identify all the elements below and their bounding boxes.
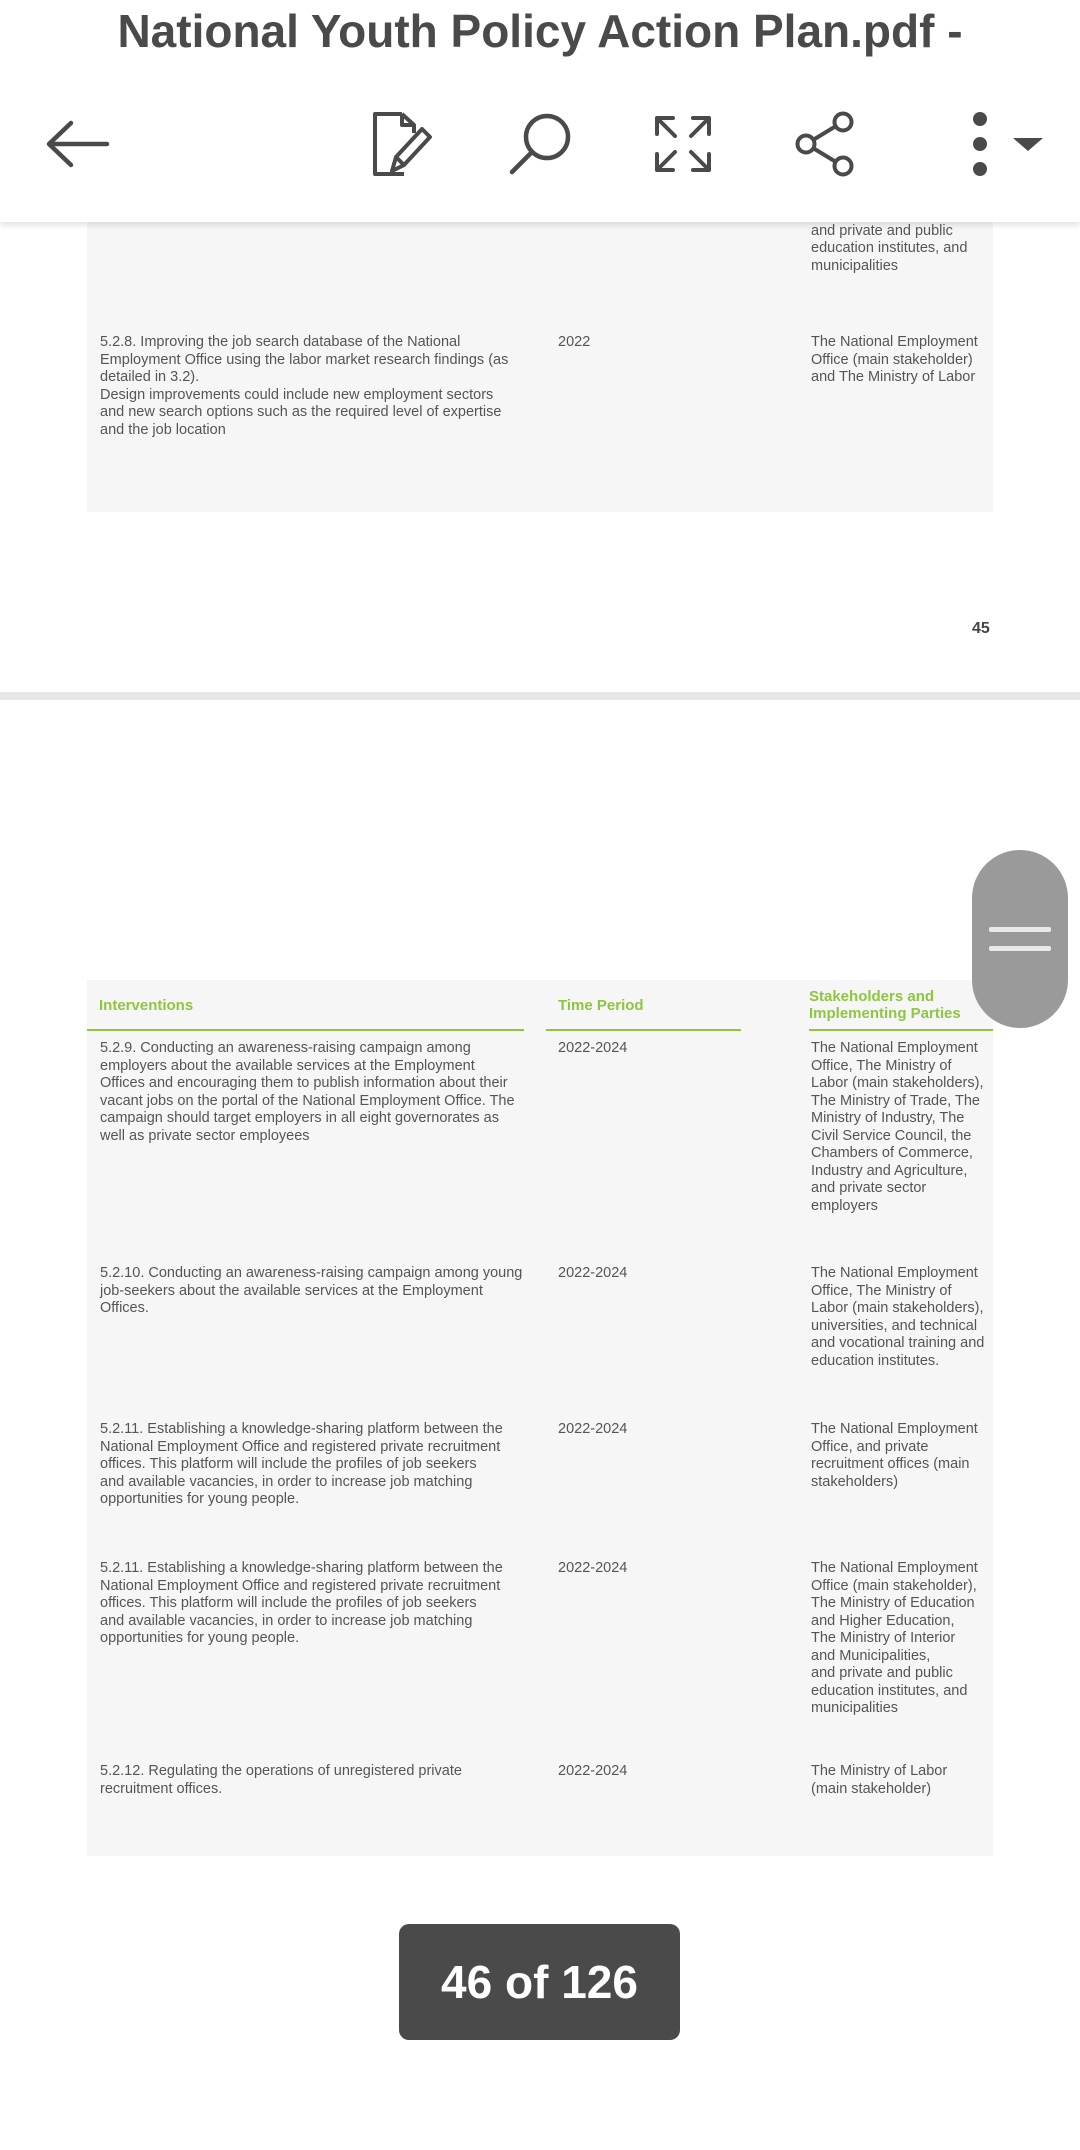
table-cell-stakeholders: The National Employment Office, and private recruitment offices (main stakeholders) [811,1421,978,1490]
page-46-table [87,980,993,1856]
page-45-table [87,222,993,512]
search-button[interactable] [492,108,588,180]
table-cell-time-period: 2022-2024 [558,1763,628,1779]
table-cell-time-period: 2022-2024 [558,1265,628,1281]
fast-scroll-handle[interactable] [972,850,1068,1028]
back-button[interactable] [28,108,124,180]
page-separator [0,692,1080,700]
table-cell-stakeholders: The National Employment Office (main stakeholder) and The Ministry of Labor [811,334,978,385]
table-cell-intervention: 5.2.9. Conducting an awareness-raising campaign among employers about the available services at the Employment Offices and encouraging them to publish information about their vacant jobs on the portal of the National Employment Office. The campaign should target employers in all eight governorates as well as private sector employees [100,1040,515,1144]
page-indicator: 46 of 126 [399,1924,680,2040]
header-underline [546,1029,741,1031]
table-cell-stakeholders: The Ministry of Labor (main stakeholder) [811,1763,948,1797]
table-cell-time-period: 2022-2024 [558,1421,628,1437]
table-cell-intervention: 5.2.11. Establishing a knowledge-sharing platform between the National Employment Office and registered private recruitment offices. This platform will include the profiles of job seekers and available vacancies, in order to increase job matching opportunities for young people. [100,1560,503,1646]
more-options-icon [960,111,1050,177]
fullscreen-button[interactable] [635,108,731,180]
app-bar [0,0,1080,222]
table-cell-intervention: 5.2.8. Improving the job search database of the National Employment Office using the labor market research findings (as detailed in 3.2). Design improvements could include new employment sectors and new search options such as the required level of expertise and the job location [100,334,509,438]
table-cell-intervention: 5.2.11. Establishing a knowledge-sharing platform between the National Employment Office and registered private recruitment offices. This platform will include the profiles of job seekers and available vacancies, in order to increase job matching opportunities for young people. [100,1421,503,1507]
pdf-page-45 [0,222,1080,692]
search-icon [507,111,573,177]
fullscreen-icon [653,114,713,174]
table-cell-stakeholders: The National Employment Office (main stakeholder), The Ministry of Education and Higher Education, The Ministry of Interior and Municipalities, and private and public education institutes, and municipalities [811,1560,978,1716]
table-cell-stakeholders: The National Employment Office, The Ministry of Labor (main stakeholders), The Ministry of Trade, The Ministry of Industry, The Civil Service Council, the Chambers of Commerce, Industry and Agriculture, and private sector employers [811,1040,984,1214]
share-icon [793,111,859,177]
table-cell-time-period: 2022-2024 [558,1560,628,1576]
page-number: 45 [972,620,990,637]
document-title: National Youth Policy Action Plan.pdf - [117,5,963,57]
table-cell-stakeholders: The National Employment Office, The Ministry of Labor (main stakeholders), universities, and technical and vocational training and education institutes. [811,1265,985,1369]
column-header-interventions: Interventions [99,997,194,1014]
header-underline [809,1029,993,1031]
column-header-stakeholders: Stakeholders and Implementing Parties [809,988,961,1022]
column-header-time-period: Time Period [558,997,644,1014]
header-underline [87,1029,524,1031]
table-cell-intervention: 5.2.12. Regulating the operations of unregistered private recruitment offices. [100,1763,462,1797]
grip-line [989,946,1051,951]
edit-button[interactable] [354,108,450,180]
table-cell-time-period: 2022 [558,334,591,350]
share-button[interactable] [778,108,874,180]
grip-line [989,927,1051,932]
table-cell-time-period: 2022-2024 [558,1040,628,1056]
table-cell-stakeholders: and private and public education institutes, and municipalities [811,222,968,274]
table-cell-intervention: 5.2.10. Conducting an awareness-raising campaign among young job-seekers about the available services at the Employment Offices. [100,1265,523,1316]
more-options-button[interactable] [950,108,1060,180]
edit-document-icon [370,111,434,177]
back-arrow-icon [41,119,111,169]
